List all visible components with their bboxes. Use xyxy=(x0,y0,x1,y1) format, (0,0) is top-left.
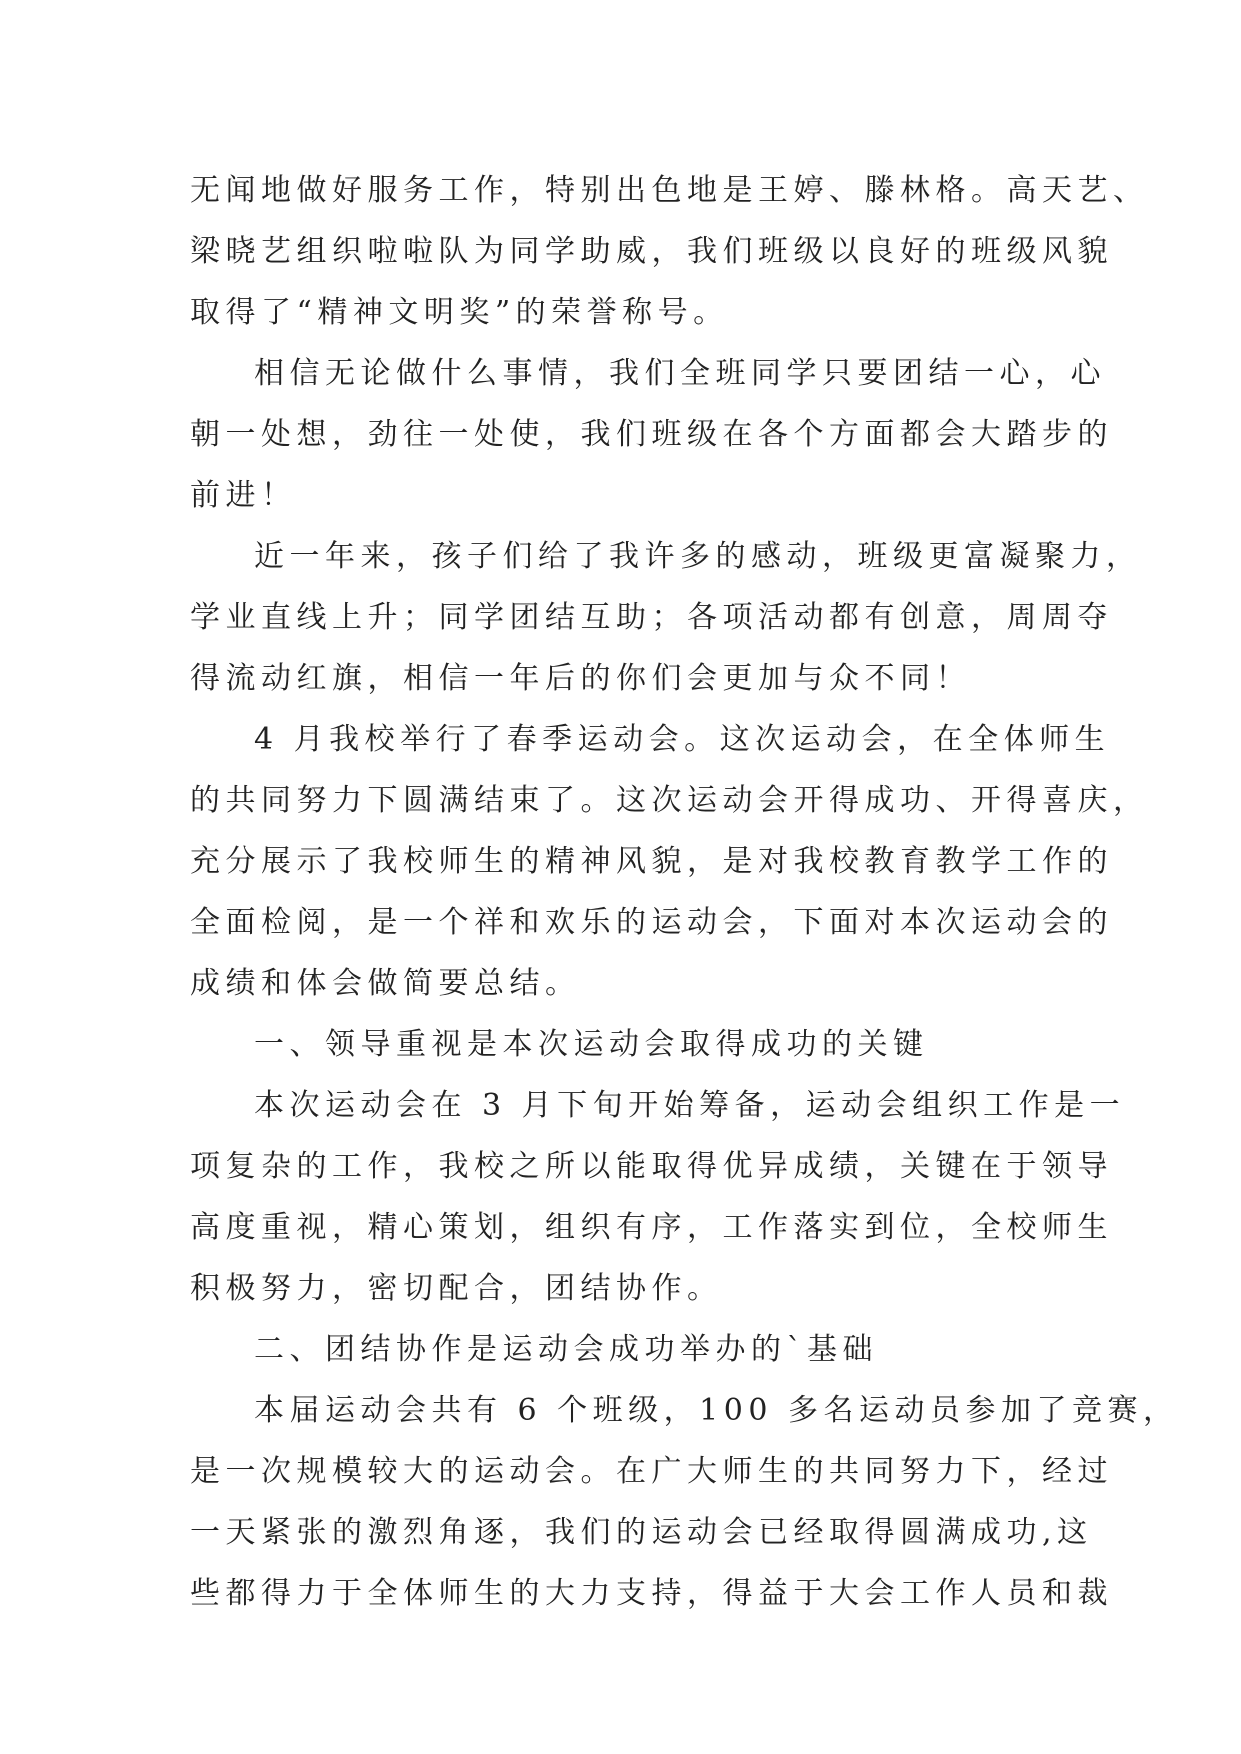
text-line-14: 成绩和体会做简要总结。 xyxy=(190,966,581,1001)
text-line-22: 是一次规模较大的运动会。在广大师生的共同努力下，经过 xyxy=(190,1454,1113,1489)
paragraph-start-line: 本次运动会在 3 月下旬开始筹备，运动会组织工作是一 xyxy=(254,1088,1126,1123)
text-line-5: 朝一处想，劲往一处使，我们班级在各个方面都会大踏步的 xyxy=(190,417,1113,452)
text-line-3: 取得了“精神文明奖”的荣誉称号。 xyxy=(190,295,729,330)
text-line-13: 全面检阅，是一个祥和欢乐的运动会，下面对本次运动会的 xyxy=(190,905,1113,940)
text-line-1: 无闻地做好服务工作，特别出色地是王婷、滕林格。高天艺、 xyxy=(190,173,1149,208)
section-heading-2: 二、团结协作是运动会成功举办的`基础 xyxy=(254,1332,878,1367)
paragraph-start-line: 相信无论做什么事情，我们全班同学只要团结一心，心 xyxy=(254,356,1106,391)
text-line-9: 得流动红旗，相信一年后的你们会更加与众不同！ xyxy=(190,661,971,696)
text-line-2: 梁晓艺组织啦啦队为同学助威，我们班级以良好的班级风貌 xyxy=(190,234,1113,269)
text-line-12: 充分展示了我校师生的精神风貌，是对我校教育教学工作的 xyxy=(190,844,1113,879)
text-line-17: 项复杂的工作，我校之所以能取得优异成绩，关键在于领导 xyxy=(190,1149,1113,1184)
text-line-23: 一天紧张的激烈角逐，我们的运动会已经取得圆满成功,这 xyxy=(190,1515,1093,1550)
text-line-24: 些都得力于全体师生的大力支持，得益于大会工作人员和裁 xyxy=(190,1576,1113,1611)
text-line-11: 的共同努力下圆满结束了。这次运动会开得成功、开得喜庆， xyxy=(190,783,1149,818)
paragraph-start-line: 近一年来，孩子们给了我许多的感动，班级更富凝聚力， xyxy=(254,539,1142,574)
section-heading-1: 一、领导重视是本次运动会取得成功的关键 xyxy=(254,1027,929,1062)
text-line-19: 积极努力，密切配合，团结协作。 xyxy=(190,1271,723,1306)
paragraph-start-line: 本届运动会共有 6 个班级，100 多名运动员参加了竞赛， xyxy=(254,1393,1179,1428)
text-line-6: 前进！ xyxy=(190,478,297,513)
paragraph-start-line: 4 月我校举行了春季运动会。这次运动会，在全体师生 xyxy=(254,722,1111,757)
text-line-8: 学业直线上升；同学团结互助；各项活动都有创意，周周夺 xyxy=(190,600,1113,635)
text-line-18: 高度重视，精心策划，组织有序，工作落实到位，全校师生 xyxy=(190,1210,1113,1245)
document-page xyxy=(190,160,1179,1624)
